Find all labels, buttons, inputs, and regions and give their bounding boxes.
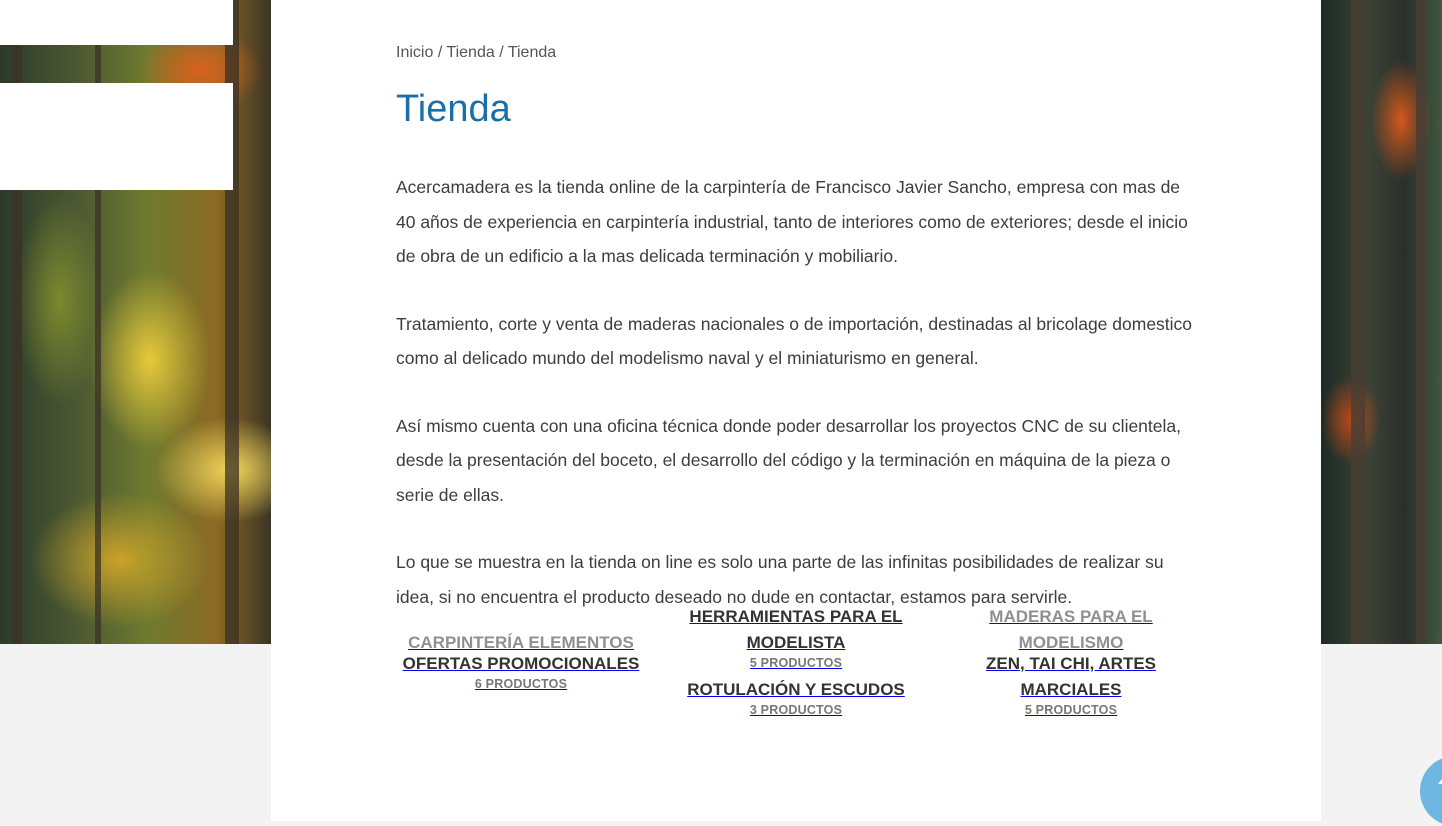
scroll-to-top-button[interactable] xyxy=(1420,756,1442,826)
category-ofertas[interactable] xyxy=(391,651,651,691)
category-herramientas[interactable] xyxy=(666,604,926,670)
main-content xyxy=(271,0,1321,821)
shop-description xyxy=(396,170,1201,647)
page-title: Tienda xyxy=(396,88,511,130)
category-count: 3 PRODUCTOS xyxy=(749,703,843,717)
category-rotulacion[interactable] xyxy=(666,677,926,717)
background-image-right xyxy=(1321,0,1442,644)
category-maderas[interactable] xyxy=(941,604,1201,656)
category-name: OFERTAS PROMOCIONALES xyxy=(402,654,640,673)
header-white-block xyxy=(0,0,233,45)
category-name: ROTULACIÓN Y ESCUDOS xyxy=(687,680,905,699)
arrow-up-icon xyxy=(1434,770,1442,794)
breadcrumb-home[interactable]: Inicio xyxy=(396,44,434,61)
category-zen[interactable] xyxy=(941,651,1201,717)
description-paragraph: Acercamadera es la tienda online de la carpintería de Francisco Javier Sancho, empresa con mas de 40 años de experiencia en carpintería industrial, tanto de interiores como de exteriores; desde el inicio de obra de un edificio a la mas delicada terminación y mobiliario. xyxy=(396,177,1188,266)
breadcrumb-separator: / xyxy=(499,44,504,61)
description-paragraph: Así mismo cuenta con una oficina técnica donde poder desarrollar los proyectos CNC de su clientela, desde la presentación del boceto, el desarrollo del código y la terminación en máquina de la pieza o serie de ellas. xyxy=(396,415,1181,505)
breadcrumb-separator: / xyxy=(437,44,443,61)
breadcrumb-shop[interactable]: Tienda xyxy=(446,44,495,61)
category-count: 6 PRODUCTOS xyxy=(474,677,568,691)
description-paragraph: Lo que se muestra en la tienda on line es solo una parte de las infinitas posibilidades de realizar su idea, si no encuentra el producto deseado no dude en contactar, estamos para servirle. xyxy=(396,552,1164,607)
category-name: CARPINTERÍA ELEMENTOS xyxy=(408,633,634,652)
breadcrumb xyxy=(396,44,556,62)
category-name: MADERAS PARA EL MODELISMO xyxy=(989,607,1153,652)
category-count: 5 PRODUCTOS xyxy=(1024,703,1118,717)
description-paragraph: Tratamiento, corte y venta de maderas nacionales o de importación, destinadas al bricolage domestico como al delicado mundo del modelismo naval y el miniaturismo en general. xyxy=(396,313,1193,368)
category-count: 5 PRODUCTOS xyxy=(749,656,843,670)
breadcrumb-current: Tienda xyxy=(507,44,557,61)
category-name: ZEN, TAI CHI, ARTES MARCIALES xyxy=(986,654,1156,699)
product-categories xyxy=(396,604,1201,724)
sidebar-white-block xyxy=(0,83,233,190)
category-name: HERRAMIENTAS PARA EL MODELISTA xyxy=(689,607,903,652)
